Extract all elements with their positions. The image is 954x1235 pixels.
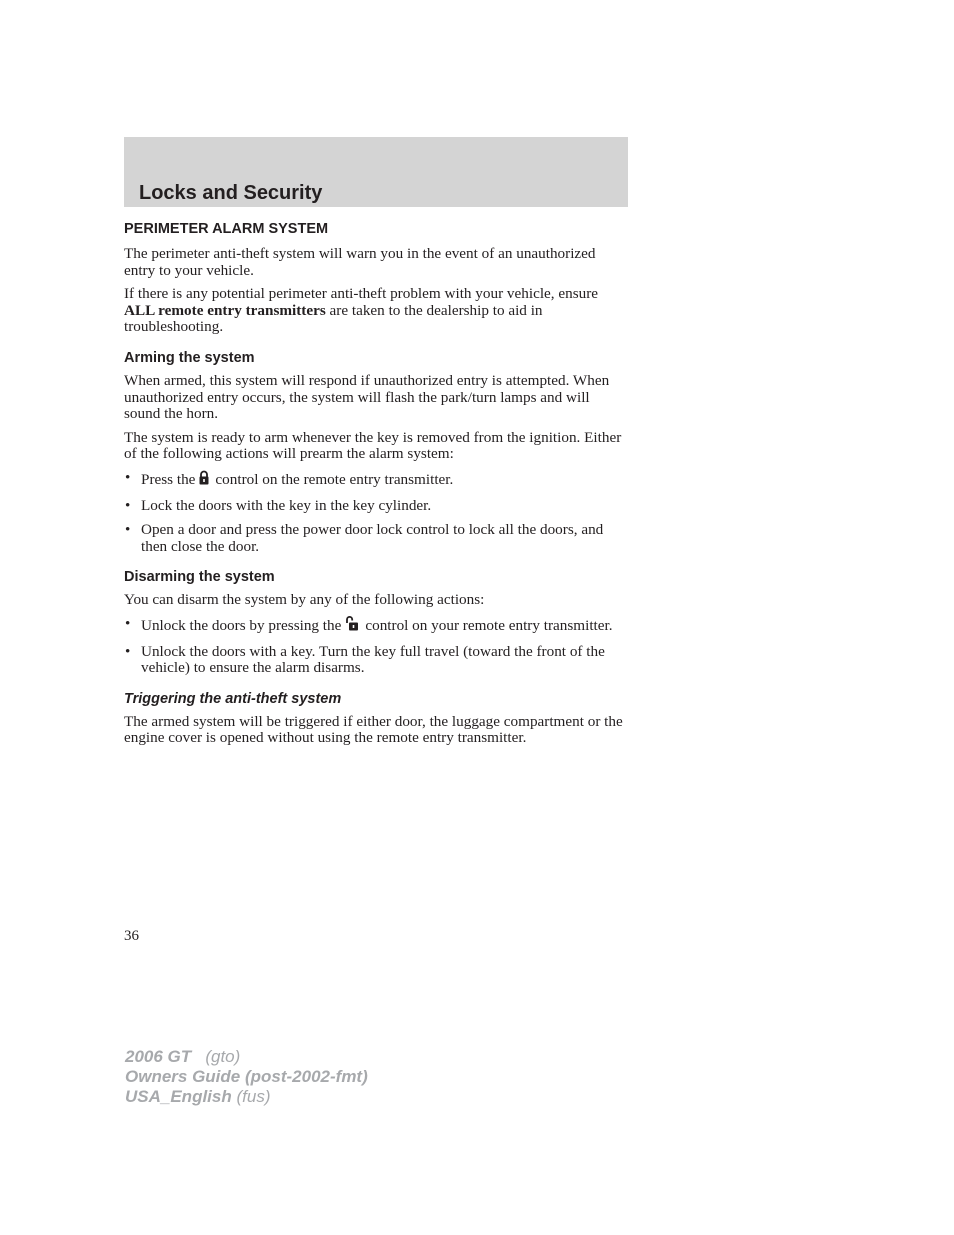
bullet: • xyxy=(125,614,131,632)
list-item xyxy=(124,498,628,515)
list-item xyxy=(124,616,628,636)
lock-icon xyxy=(199,470,209,490)
disarming-paragraph-1: You can disarm the system by any of the following actions: xyxy=(124,591,485,609)
bullet: • xyxy=(125,521,131,539)
footer-language-code: (fus) xyxy=(236,1087,271,1106)
bullet-text: Open a door and press the power door lock control to lock all the doors, and then close the door. xyxy=(141,521,604,555)
disarming-heading: Disarming the system xyxy=(124,569,275,586)
bullet-text: Unlock the doors with a key. Turn the key full travel (toward the front of the vehicle) to ensure the alarm disarms. xyxy=(141,642,605,677)
footer-line-2 xyxy=(125,1067,368,1087)
chapter-title: Locks and Security xyxy=(139,182,323,204)
bullet: • xyxy=(125,496,131,514)
footer-guide: Owners Guide (post-2002-fmt) xyxy=(125,1067,368,1086)
list-item xyxy=(124,470,628,490)
arming-paragraph-1: When armed, this system will respond if unauthorized entry is attempted. When unauthorized entry occurs, the system will flash the park/turn lamps and will sound the horn. xyxy=(124,371,610,423)
page-number: 36 xyxy=(124,928,139,944)
arming-heading: Arming the system xyxy=(124,349,255,366)
problem-text-bold: ALL remote entry transmitters xyxy=(124,301,326,319)
footer-language: USA_English xyxy=(125,1087,232,1106)
arming-paragraph-2: The system is ready to arm whenever the key is removed from the ignition. Either of the following actions will prearm the alarm system: xyxy=(124,428,622,463)
bullet-text-pre: Unlock the doors by pressing the xyxy=(141,616,342,634)
bullet: • xyxy=(125,468,131,486)
footer-model: 2006 GT xyxy=(125,1047,192,1066)
unlock-icon xyxy=(345,616,359,636)
footer-line-3 xyxy=(125,1087,368,1107)
bullet-text: Lock the doors with the key in the key cylinder. xyxy=(141,496,432,514)
problem-text-pre: If there is any potential perimeter anti-theft problem with your vehicle, ensure xyxy=(124,285,599,303)
triggering-paragraph: The armed system will be triggered if either door, the luggage compartment or the engine cover is opened without using the remote entry transmitter. xyxy=(124,712,623,747)
problem-text-post: are taken to the dealership to aid in troubleshooting. xyxy=(124,301,543,336)
arming-list xyxy=(124,470,628,555)
bullet-text-post: control on your remote entry transmitter. xyxy=(365,616,613,634)
footer-model-code: (gto) xyxy=(205,1047,241,1066)
footer-line-1 xyxy=(125,1047,368,1067)
bullet-text-post: control on the remote entry transmitter. xyxy=(215,470,454,488)
problem-paragraph xyxy=(124,286,628,336)
disarming-list xyxy=(124,616,628,677)
document-footer xyxy=(125,1047,368,1107)
bullet-text-pre: Press the xyxy=(141,470,196,488)
section-header-band xyxy=(124,137,628,207)
list-item xyxy=(124,522,628,555)
list-item xyxy=(124,644,628,677)
intro-paragraph: The perimeter anti-theft system will warn you in the event of an unauthorized entry to your vehicle. xyxy=(124,245,596,279)
triggering-heading: Triggering the anti-theft system xyxy=(124,690,342,707)
page-content xyxy=(124,220,628,754)
section-title: PERIMETER ALARM SYSTEM xyxy=(124,221,329,237)
bullet: • xyxy=(125,642,131,660)
